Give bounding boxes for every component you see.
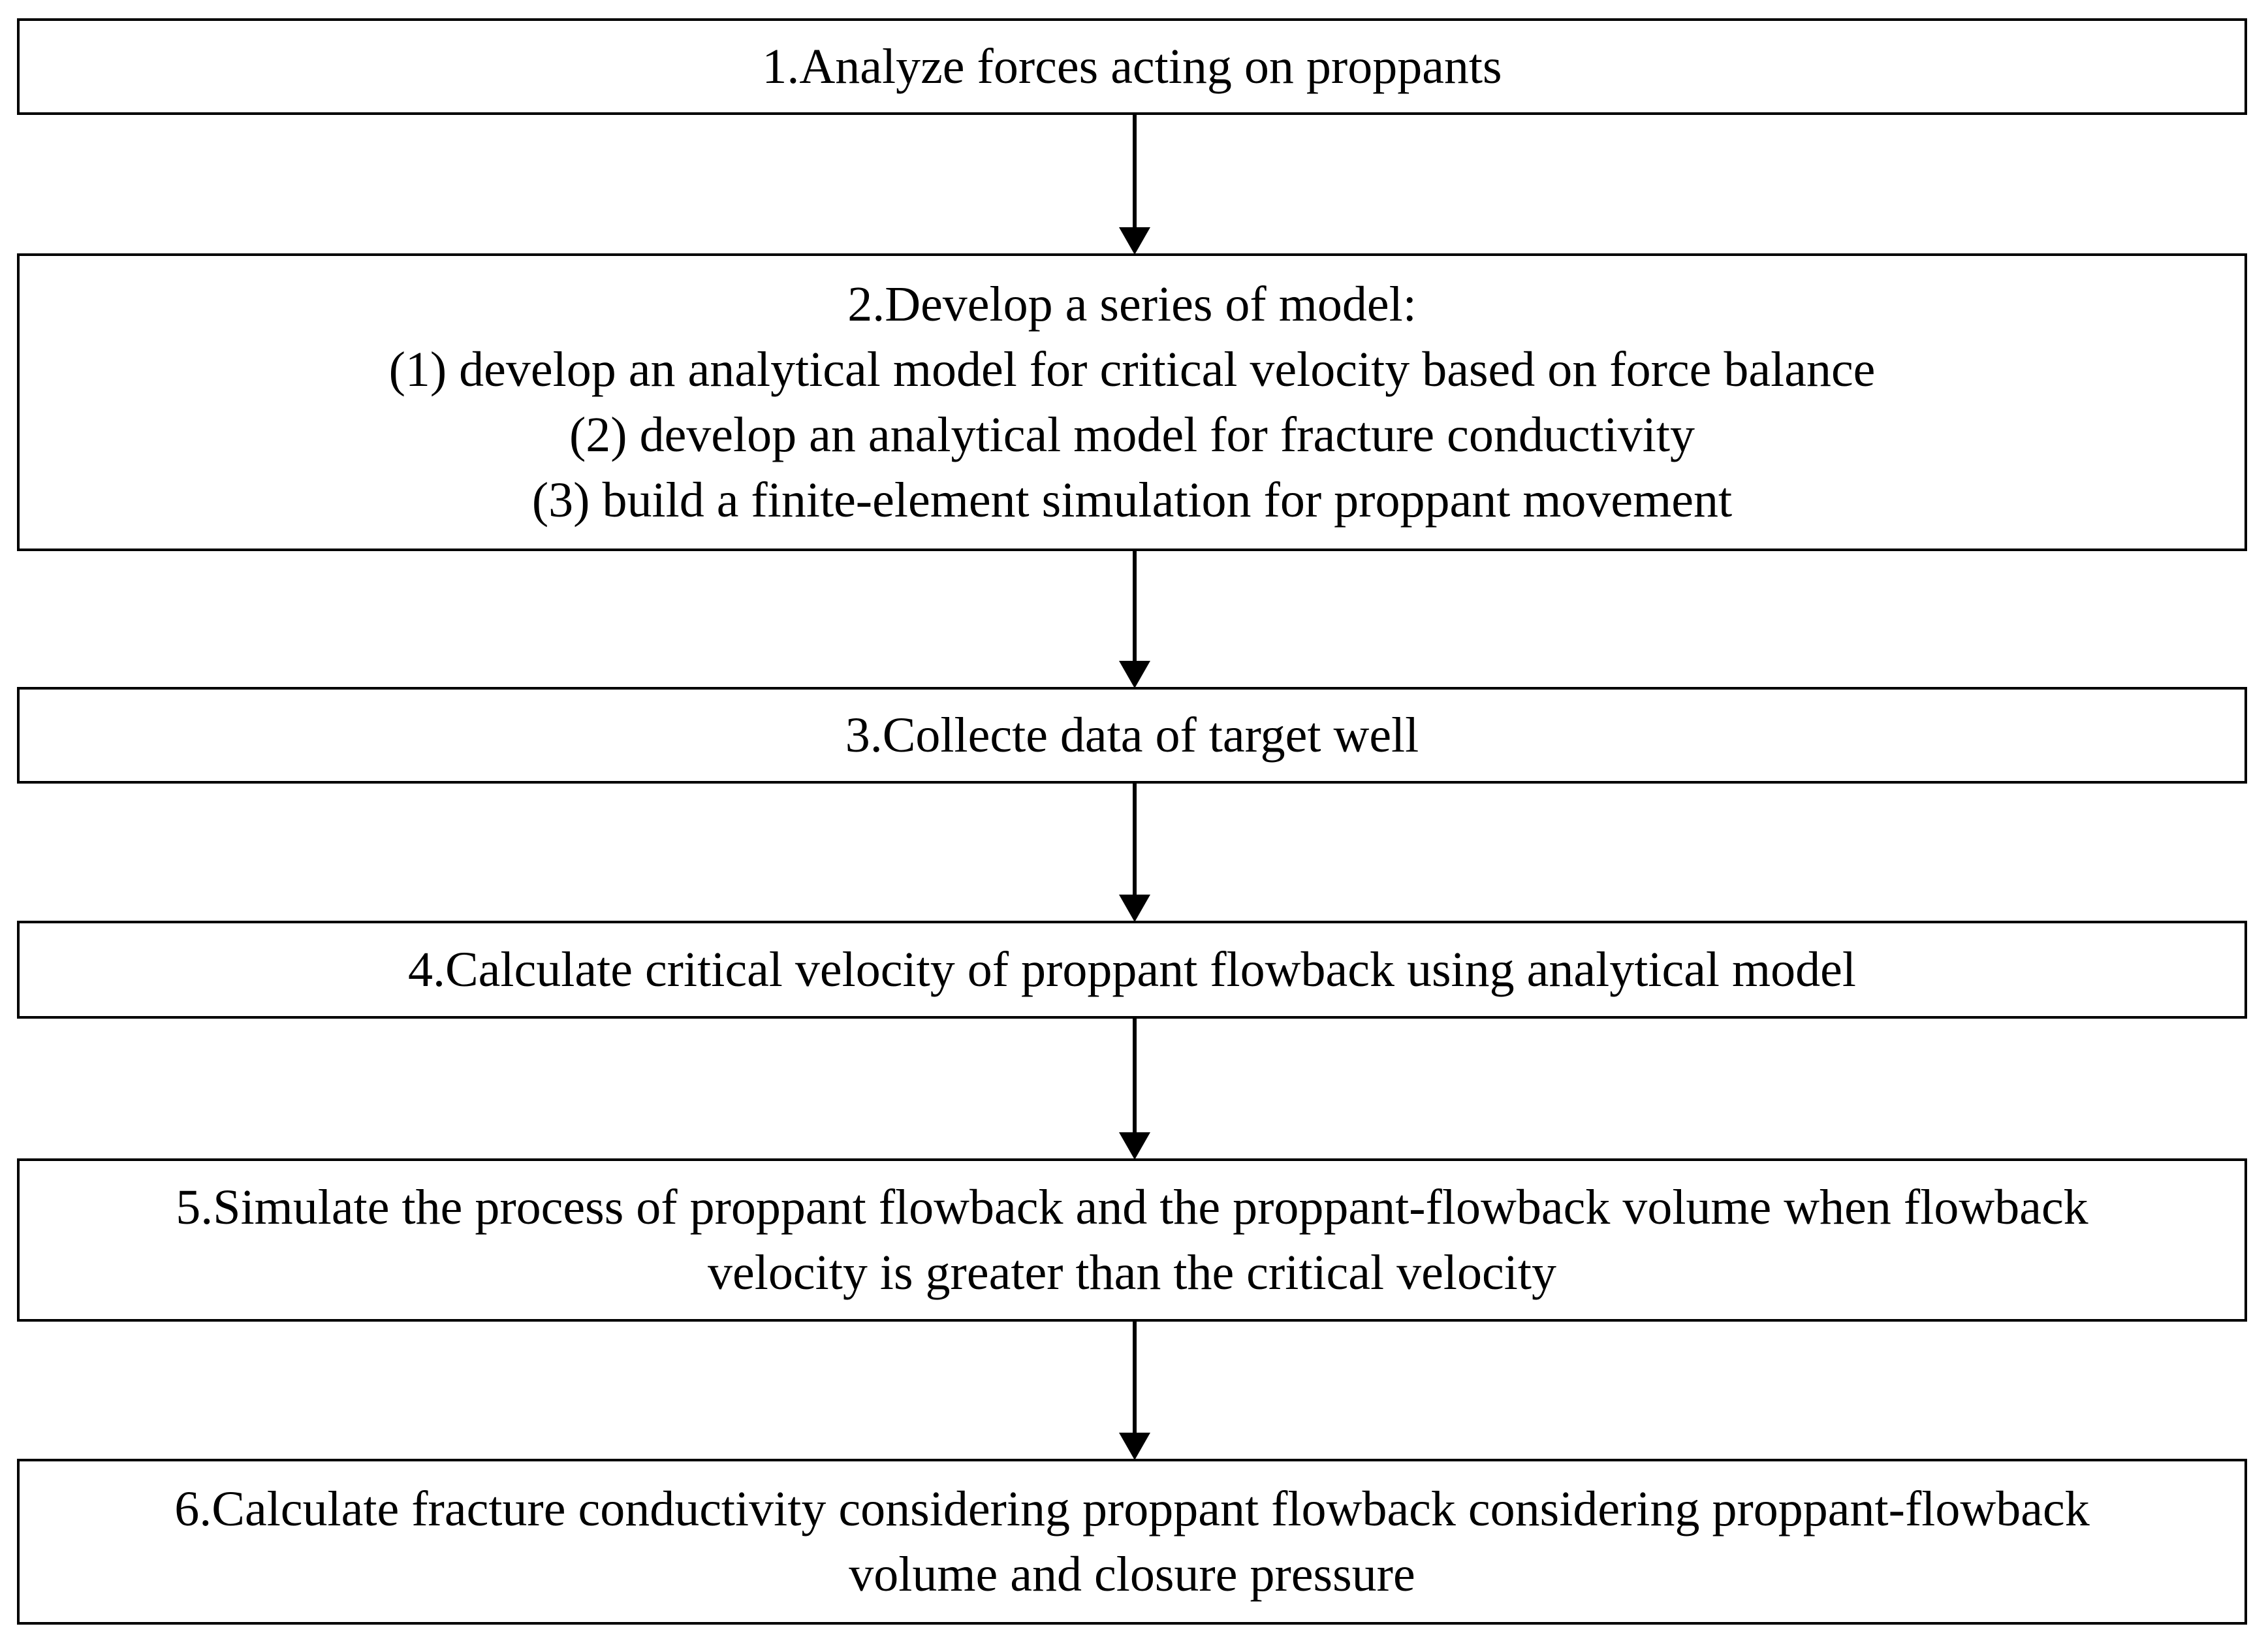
step-1-text: 1.Analyze forces acting on proppants: [762, 39, 1502, 94]
step-5-box: [17, 1158, 2247, 1322]
step-6-box: [17, 1459, 2247, 1625]
step-3-text: 3.Collecte data of target well: [845, 708, 1419, 763]
step-2-box: [17, 253, 2247, 551]
arrow-3-4: [1119, 784, 1150, 922]
step-4-box: [17, 921, 2247, 1019]
arrow-1-2: [1119, 115, 1150, 255]
step-2-title: 2.Develop a series of model:: [847, 277, 1417, 332]
arrow-5-6: [1119, 1322, 1150, 1460]
step-4-text: 4.Calculate critical velocity of proppant flowback using analytical model: [407, 942, 1857, 997]
step-2-item-3: (3) build a finite-element simulation for proppant movement: [531, 473, 1733, 528]
step-2-item-1: (1) develop an analytical model for critical velocity based on force balance: [388, 342, 1876, 397]
arrow-2-3: [1119, 551, 1150, 688]
step-6-line-2: volume and closure pressure: [849, 1547, 1415, 1602]
step-3-box: [17, 687, 2247, 784]
step-5-line-2: velocity is greater than the critical velocity: [708, 1245, 1556, 1300]
step-6-line-1: 6.Calculate fracture conductivity considering proppant flowback considering proppant-flowback: [174, 1482, 2090, 1536]
step-2-item-2: (2) develop an analytical model for fracture conductivity: [569, 407, 1695, 462]
step-1-box: [17, 18, 2247, 115]
step-5-line-1: 5.Simulate the process of proppant flowback and the proppant-flowback volume when flowback: [176, 1180, 2088, 1235]
arrow-4-5: [1119, 1019, 1150, 1160]
